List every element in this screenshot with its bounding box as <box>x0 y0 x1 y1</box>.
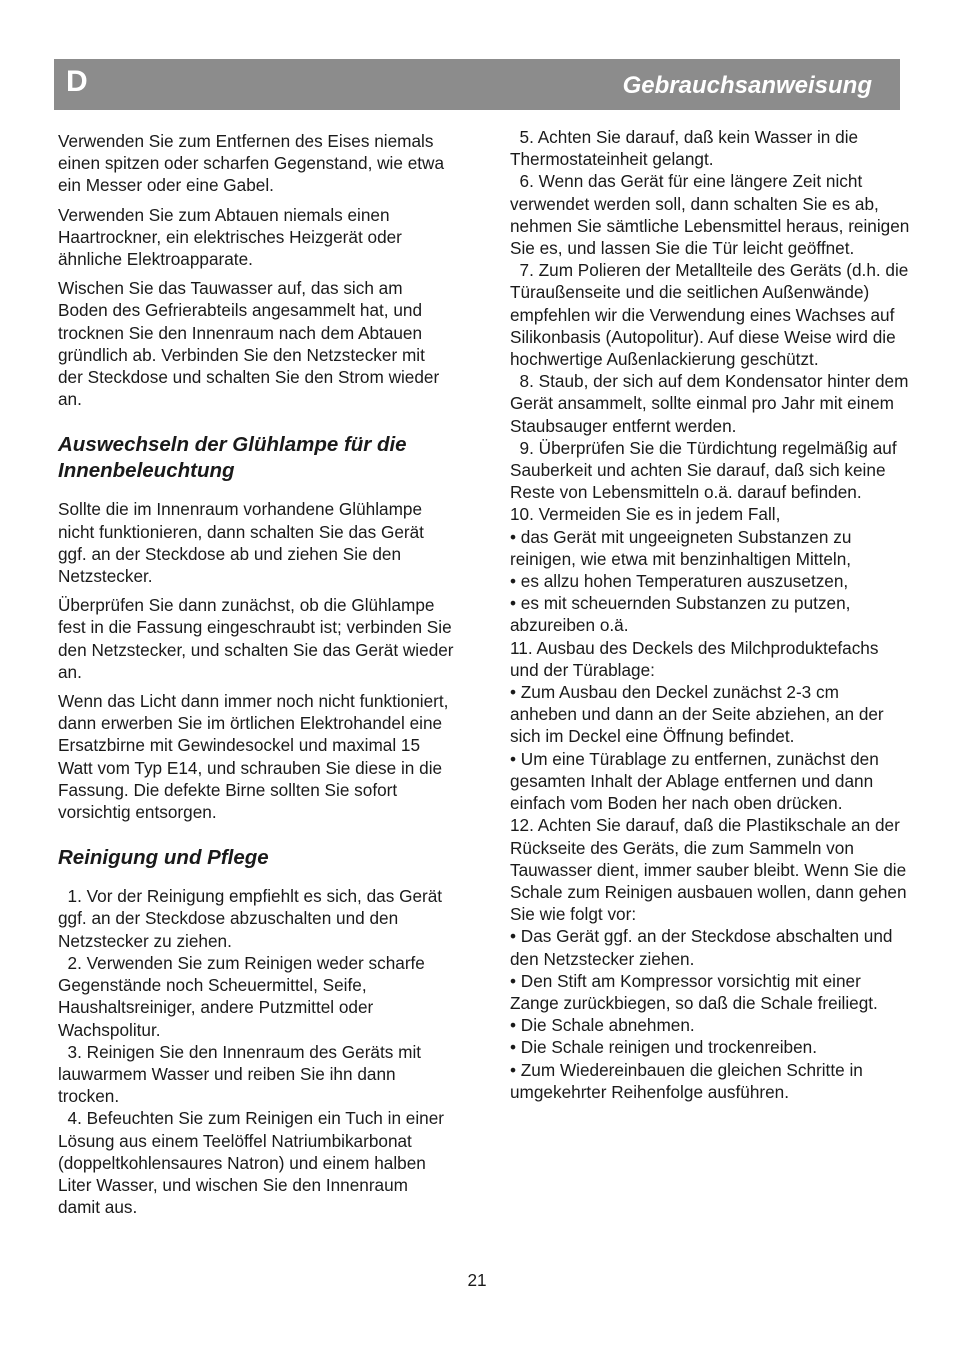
list-item: 2. Verwenden Sie zum Reinigen weder scharfe Gegenstände noch Scheuermittel, Seife, Haushaltsreiniger, andere Putzmittel oder Wachspolitur. <box>58 952 425 1040</box>
list-item: 11. Ausbau des Deckels des Milchproduktefachs und der Türablage: <box>510 637 879 680</box>
paragraph: Verwenden Sie zum Entfernen des Eises niemals einen spitzen oder scharfen Gegenstand, wie etwa ein Messer oder eine Gabel. <box>58 131 445 196</box>
list-item: • Die Schale abnehmen. <box>510 1015 695 1036</box>
list-item: • Die Schale reinigen und trockenreiben. <box>510 1037 817 1058</box>
language-letter: D <box>66 65 88 98</box>
list-item: 9. Überprüfen Sie die Türdichtung regelmäßig auf Sauberkeit und achten Sie darauf, daß sich keine Reste von Lebensmitteln o.ä. darauf befinden. <box>510 437 897 503</box>
list-item: • Um eine Türablage zu entfernen, zunächst den gesamten Inhalt der Ablage entfernen und dann einfach vom Boden her nach oben drücken. <box>510 748 879 814</box>
list-item: • Zum Wiedereinbauen die gleichen Schritte in umgekehrter Reihenfolge ausführen. <box>510 1059 863 1102</box>
section-heading-bulb: Auswechseln der Glühlampe für die Innenbeleuchtung <box>58 433 407 483</box>
list-item: 10. Vermeiden Sie es in jedem Fall, <box>510 504 781 525</box>
left-column <box>58 130 454 1218</box>
page-number: 21 <box>467 1270 487 1290</box>
list-item: 7. Zum Polieren der Metallteile des Geräts (d.h. die Türaußenseite und die seitlichen Außenwände) empfehlen wir die Verwendung eines Wachses auf Silikonbasis (Autopolitur). Auf diese Weise wird die hochwertige Außenlackierung geschützt. <box>510 260 909 370</box>
right-column <box>510 126 910 1103</box>
paragraph: Wischen Sie das Tauwasser auf, das sich am Boden des Gefrierabteils angesammelt hat, und trocknen Sie den Innenraum nach dem Abtauen gründlich ab. Verbinden Sie den Netzstecker mit der Steckdose und schalten Sie den Strom wieder an. <box>58 278 440 410</box>
paragraph: Sollte die im Innenraum vorhandene Glühlampe nicht funktionieren, dann schalten Sie das Gerät ggf. an der Steckdose ab und ziehen Sie den Netzstecker. <box>58 499 424 587</box>
list-item: • Den Stift am Kompressor vorsichtig mit einer Zange zurückbiegen, so daß die Schale freiliegt. <box>510 970 878 1013</box>
list-item: • es allzu hohen Temperaturen auszusetzen, <box>510 571 849 592</box>
list-item: 6. Wenn das Gerät für eine längere Zeit nicht verwendet werden soll, dann schalten Sie es ab, nehmen Sie sämtliche Lebensmittel heraus, reinigen Sie es, und lassen Sie die Tür leicht geöffnet. <box>510 171 910 259</box>
section-header-bar <box>54 59 900 110</box>
list-item: • Zum Ausbau den Deckel zunächst 2-3 cm anheben und dann an der Seite abziehen, an der sich im Deckel eine Öffnung befindet. <box>510 682 884 747</box>
paragraph: Wenn das Licht dann immer noch nicht funktioniert, dann erwerben Sie im örtlichen Elektrohandel eine Ersatzbirne mit Gewindesockel und maximal 15 Watt vom Typ E14, und schrauben Sie diese in die Fassung. Die defekte Birne sollten Sie sofort vorsichtig entsorgen. <box>58 691 449 823</box>
paragraph: Überprüfen Sie dann zunächst, ob die Glühlampe fest in die Fassung eingeschraubt ist; verbinden Sie den Netzstecker, und schalten Sie das Gerät wieder an. <box>58 595 454 682</box>
list-item: 5. Achten Sie darauf, daß kein Wasser in die Thermostateinheit gelangt. <box>510 127 859 170</box>
section-heading-cleaning: Reinigung und Pflege <box>58 846 269 870</box>
list-item: • Das Gerät ggf. an der Steckdose abschalten und den Netzstecker ziehen. <box>510 926 893 969</box>
list-item: • es mit scheuernden Substanzen zu putzen, abzureiben o.ä. <box>510 593 851 636</box>
list-item: 12. Achten Sie darauf, daß die Plastikschale an der Rückseite des Geräts, die zum Sammeln von Tauwasser dient, immer sauber bleibt. Wenn Sie die Schale zum Reinigen ausbauen wollen, dann gehen Sie wie folgt vor: <box>510 815 907 925</box>
list-item: 3. Reinigen Sie den Innenraum des Geräts mit lauwarmem Wasser und reiben Sie ihn dann trocken. <box>58 1041 422 1107</box>
list-item: • das Gerät mit ungeeigneten Substanzen zu reinigen, wie etwa mit benzinhaltigen Mitteln, <box>510 526 852 569</box>
list-item: 8. Staub, der sich auf dem Kondensator hinter dem Gerät ansammelt, sollte einmal pro Jahr mit einem Staubsauger entfernt werden. <box>510 371 909 436</box>
manual-title: Gebrauchsanweisung <box>622 72 872 99</box>
paragraph: Verwenden Sie zum Abtauen niemals einen Haartrockner, ein elektrisches Heizgerät oder ähnliche Elektroapparate. <box>58 204 402 270</box>
list-item: 1. Vor der Reinigung empfiehlt es sich, das Gerät ggf. an der Steckdose abzuschalten und den Netzstecker zu ziehen. <box>58 886 443 951</box>
list-item: 4. Befeuchten Sie zum Reinigen ein Tuch in einer Lösung aus einem Teelöffel Natriumbikarbonat (doppeltkohlensaures Natron) und einem halben Liter Wasser, und wischen Sie den Innenraum damit aus. <box>58 1108 444 1218</box>
